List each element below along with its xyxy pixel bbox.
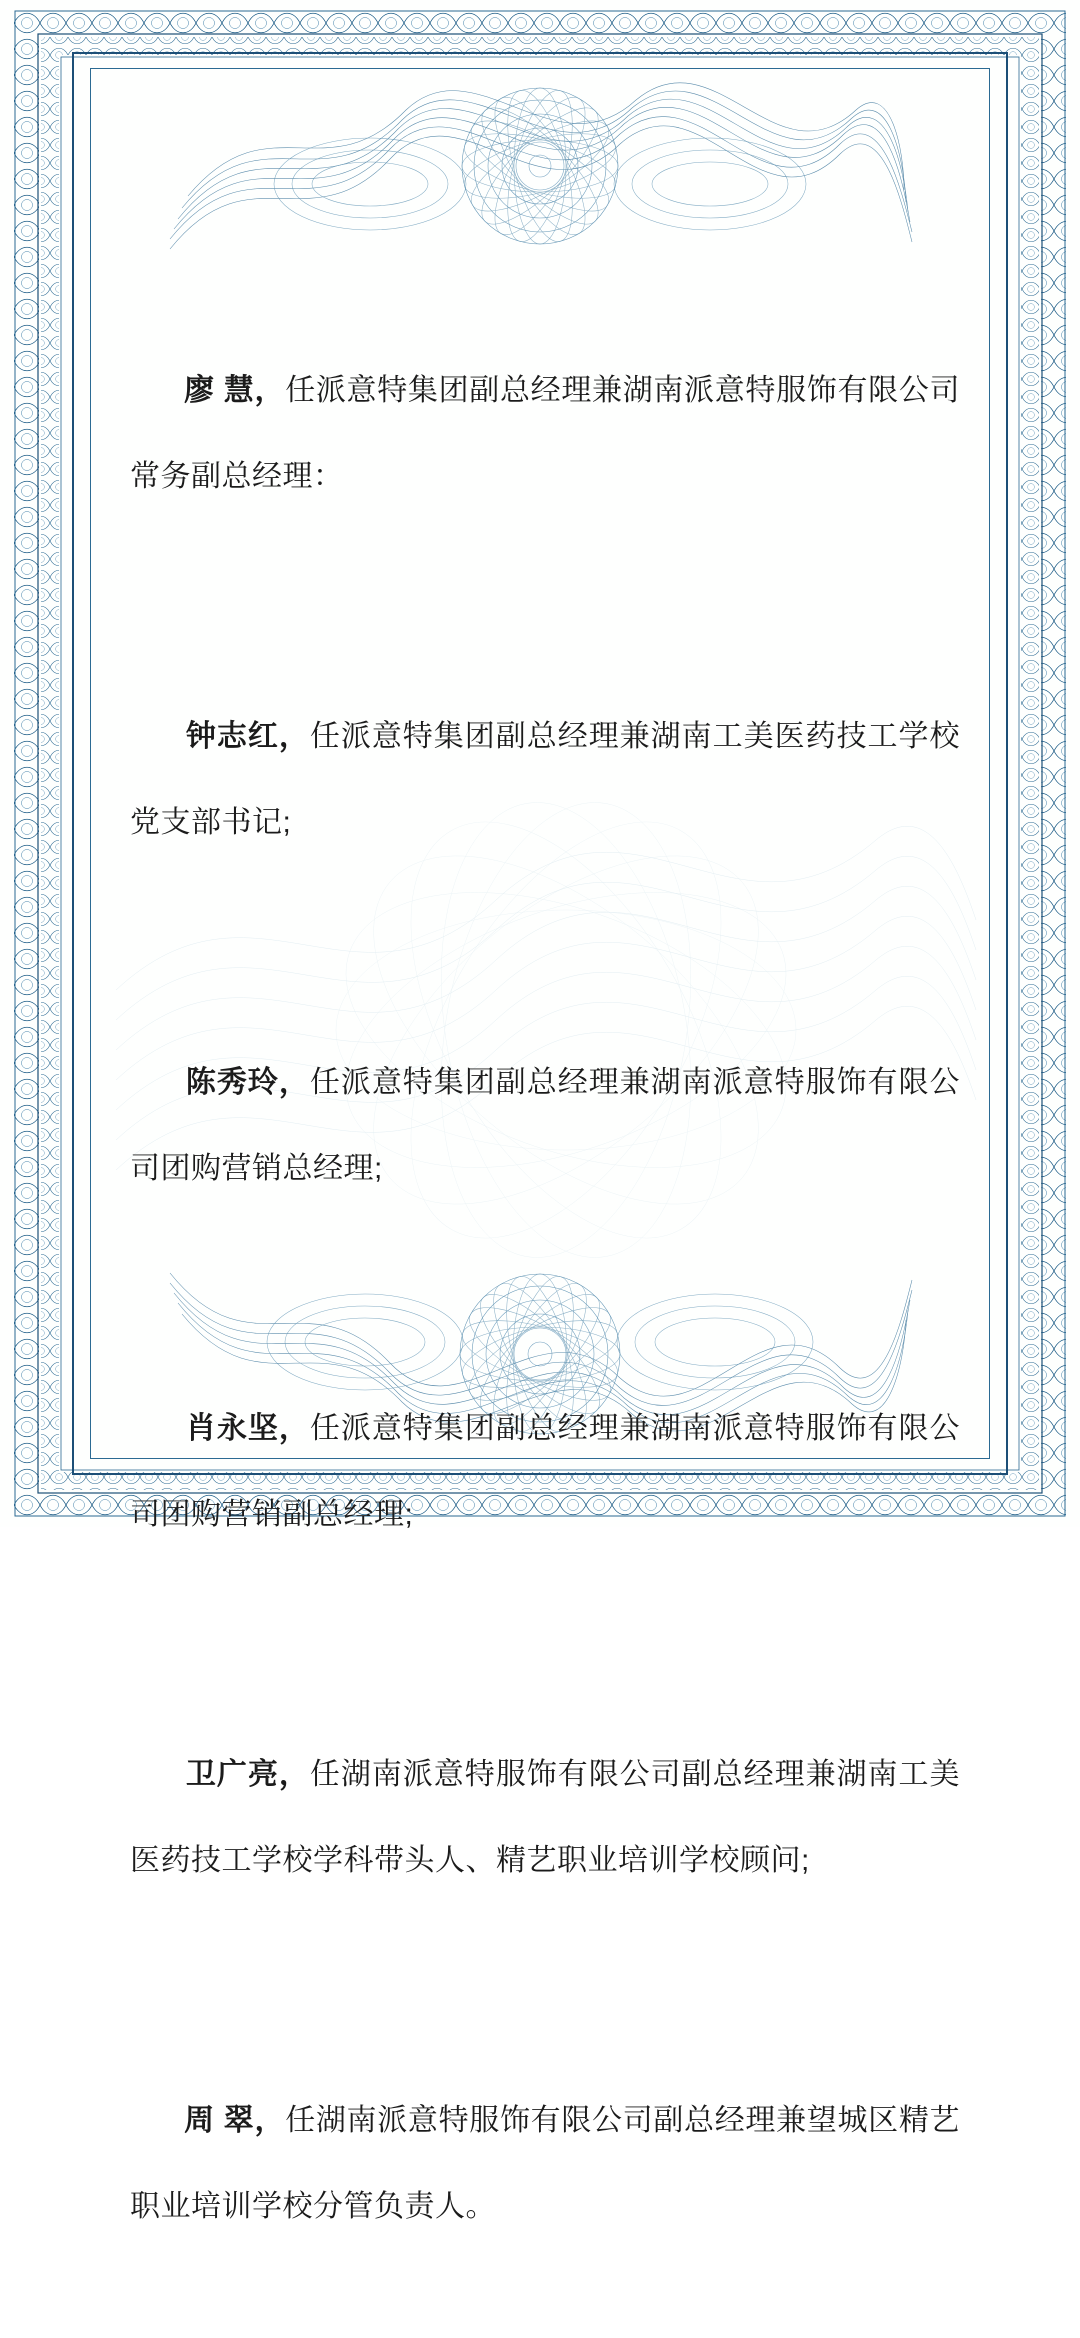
person-name: 钟志红，	[185, 720, 310, 753]
appointment-entry	[130, 262, 960, 606]
appointment-entry	[130, 608, 960, 952]
person-name: 廖 慧，	[184, 374, 286, 407]
person-name: 肖永坚，	[185, 1412, 310, 1445]
person-title: 任派意特集团副总经理兼湖南工美医药技工学校党支部书记;	[130, 720, 961, 839]
person-title: 任湖南派意特服饰有限公司副总经理兼湖南工美医药技工学校学科带头人、精艺职业培训学校顾问;	[130, 1758, 961, 1877]
person-title: 任派意特集团副总经理兼湖南派意特服饰有限公司团购营销总经理;	[130, 1066, 961, 1185]
rosette-top-icon	[160, 74, 920, 259]
appointment-entry	[130, 1992, 960, 2336]
appointment-entry	[130, 1646, 960, 1990]
person-name: 陈秀玲，	[185, 1066, 310, 1099]
appointment-entry	[130, 954, 960, 1298]
appointment-entry	[130, 1300, 960, 1644]
person-title: 任派意特集团副总经理兼湖南派意特服饰有限公司常务副总经理：	[130, 374, 961, 493]
person-name: 卫广亮，	[185, 1758, 310, 1791]
person-title: 任派意特集团副总经理兼湖南派意特服饰有限公司团购营销副总经理;	[130, 1412, 961, 1531]
person-title: 任湖南派意特服饰有限公司副总经理兼望城区精艺职业培训学校分管负责人。	[130, 2104, 961, 2223]
person-name: 周 翠，	[184, 2104, 286, 2137]
appointment-text-body	[130, 262, 960, 2338]
